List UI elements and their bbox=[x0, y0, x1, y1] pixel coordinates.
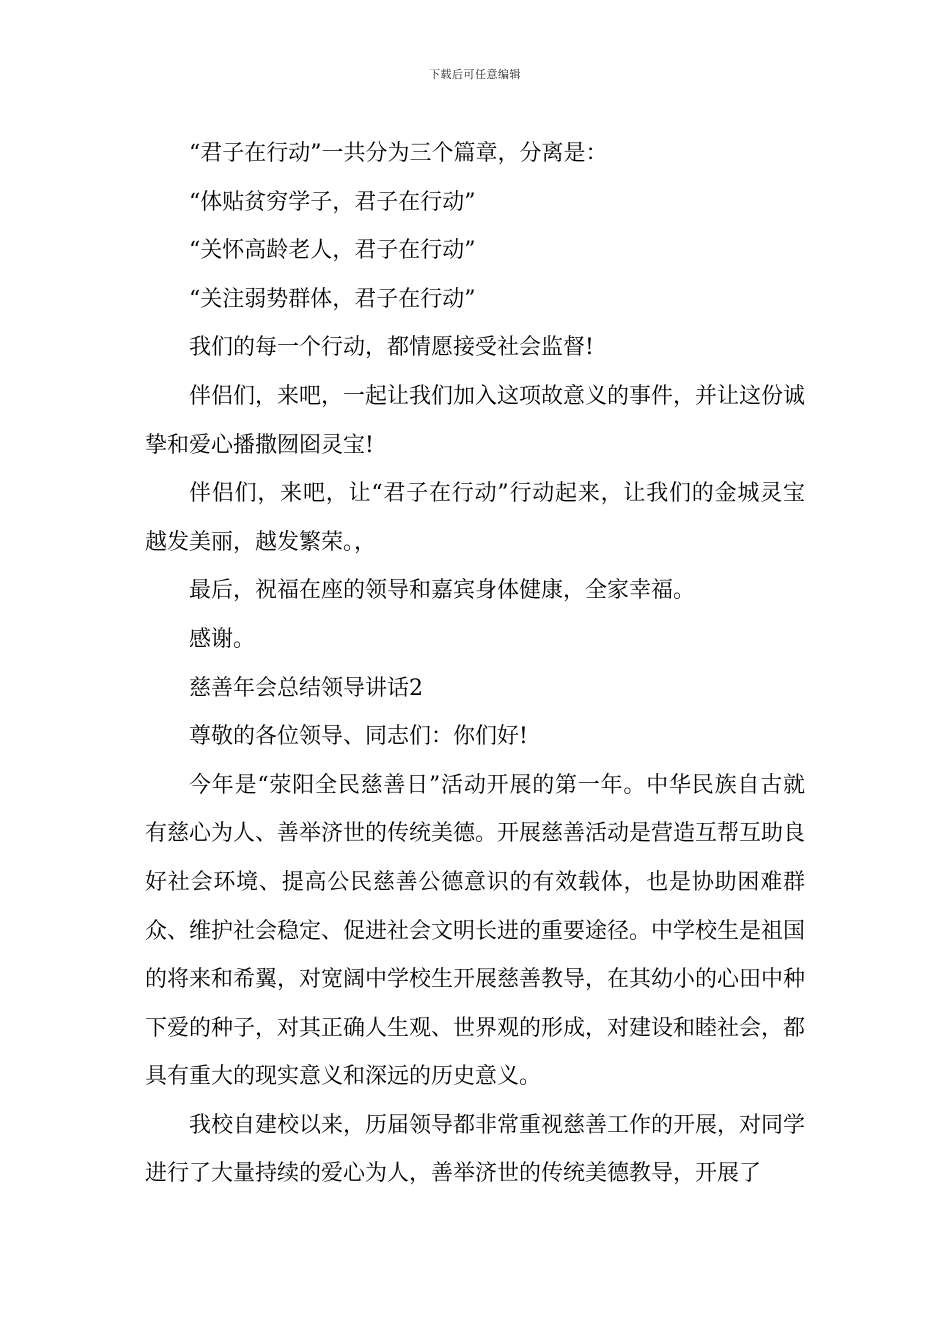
paragraph: 最后，祝福在座的领导和嘉宾身体健康，全家幸福。 bbox=[189, 578, 696, 604]
document-body bbox=[145, 130, 805, 1199]
paragraph: “关怀高龄老人，君子在行动” bbox=[189, 238, 476, 264]
paragraph: “体贴贫穷学子，君子在行动” bbox=[189, 189, 476, 215]
paragraph: 我校自建校以来，历届领导都非常重视慈善工作的开展，对同学进行了大量持续的爱心为人，善举济世的传统美德教导，开展了 bbox=[145, 1112, 806, 1187]
section-title: 慈善年会总结领导讲话2 bbox=[189, 675, 423, 701]
paragraph: 伴侣们，来吧，一起让我们加入这项故意义的事件，并让这份诚挚和爱心播撒囫囵灵宝! bbox=[145, 383, 806, 458]
paragraph: 今年是“荥阳全民慈善日”活动开展的第一年。中华民族自古就有慈心为人、善举济世的传统美德。开展慈善活动是营造互帮互助良好社会环境、提高公民慈善公德意识的有效载体，也是协助困难群众、维护社会稳定、促进社会文明长进的重要途径。中学校生是祖国的将来和希翼，对宽阔中学校生开展慈善教导，在其幼小的心田中种下爱的种子，对其正确人生观、世界观的形成，对建设和睦社会，都具有重大的现实意义和深远的历史意义。 bbox=[145, 772, 806, 1090]
paragraph: 尊敬的各位领导、同志们：你们好! bbox=[189, 724, 528, 750]
paragraph: 伴侣们，来吧，让“君子在行动”行动起来，让我们的金城灵宝越发美丽，越发繁荣。， bbox=[145, 481, 805, 555]
paragraph: 我们的每一个行动，都情愿接受社会监督! bbox=[189, 335, 594, 361]
paragraph: 感谢。 bbox=[189, 626, 256, 652]
paragraph: “关注弱势群体，君子在行动” bbox=[189, 286, 476, 312]
page-header: 下载后可任意编辑 bbox=[429, 68, 521, 81]
paragraph: “君子在行动”一共分为三个篇章，分离是： bbox=[189, 141, 608, 166]
